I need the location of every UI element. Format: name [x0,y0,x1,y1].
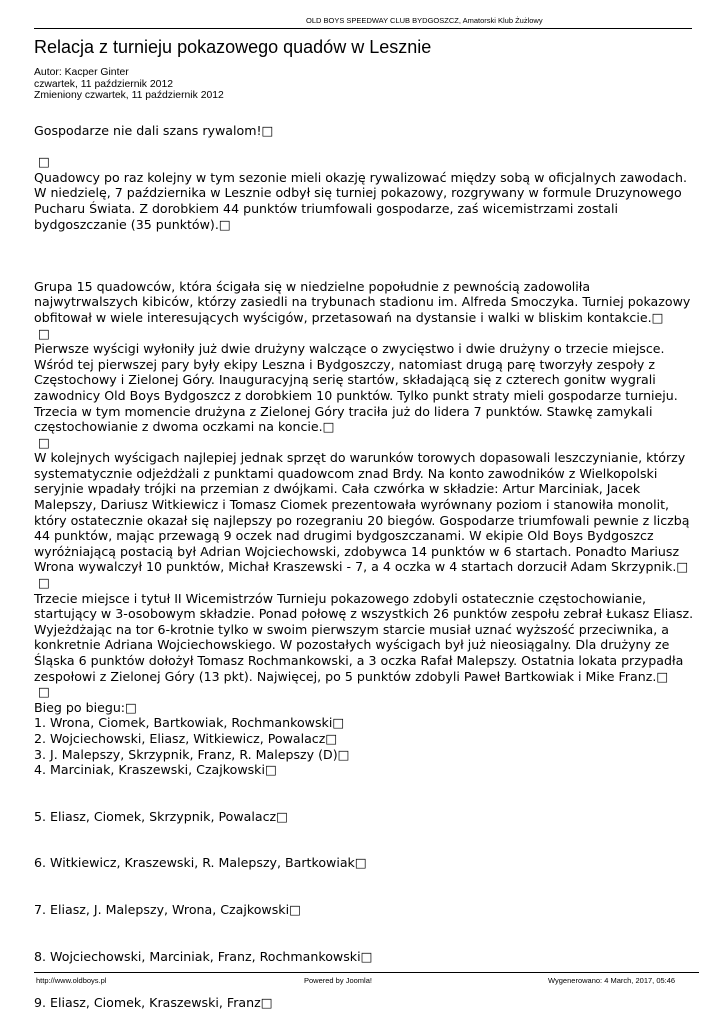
article-body [34,123,694,1011]
heat-item: 3. J. Malepszy, Skrzypnik, Franz, R. Malepszy (D) □ [34,747,694,763]
footer-generated-date: Wygenerowano: 4 March, 2017, 05:46 [548,976,676,985]
article-created-date: czwartek, 11 październik 2012 [34,78,173,90]
heat-item: 5. Eliasz, Ciomek, Skrzypnik, Powalacz □ [34,809,694,825]
footer-divider [34,972,699,973]
page-footer [0,972,725,992]
heat-item: 7. Eliasz, J. Malepszy, Wrona, Czajkowski □ [34,902,694,918]
header-text: OLD BOYS SPEEDWAY CLUB BYDGOSZCZ, Amatorski Klub Żużlowy [306,16,543,25]
footer-powered-by: Powered by Joomla! [304,976,372,985]
article-meta [34,67,224,102]
paragraph-1: Quadowcy po raz kolejny w tym sezonie mieli okazję rywalizować między sobą w oficjalnych zawodach. W niedzielę, 7 października w Lesznie odbył się turniej pokazowy, rozgrywany w formule Druzynowego Pucharu Świata. Z dorobkiem 44 punktów triumfowali gospodarze, zaś wicemistrzami zostali bydgoszczanie (35 punktów). □ [34,170,694,232]
heat-item: 8. Wojciechowski, Marciniak, Franz, Rochmankowski □ [34,949,694,965]
heats-title: Bieg po biegu: □ [34,700,694,716]
paragraph-5: Trzecie miejsce i tytuł II Wicemistrzów Turnieju pokazowego zdobyli ostatecznie częstochowianie, startujący w 3-osobowym składzie. Ponad połowę z wszystkich 26 punktów zespołu zebrał Łukasz Eliasz. Wyjeżdżając na tor 6-krotnie tylko w swoim pierwszym starcie musiał uznać wyższość przeciwnika, a konkretnie Adriana Wojciechowskiego. W pozostałych wyścigach był już nieosiągalny. Dla drużyny ze Śląska 6 punktów dołożył Tomasz Rochmankowski, a 3 oczka Rafał Malepszy. Ostatnia lokata przypadła zespołowi z Zielonej Góry (13 pkt). Najwięcej, po 5 punktów zdobyli Paweł Bartkowiak i Mike Franz. □ [34,591,694,685]
lead-paragraph: Gospodarze nie dali szans rywalom! □ [34,123,694,139]
header-divider [34,28,692,29]
heat-item: 6. Witkiewicz, Kraszewski, R. Malepszy, Bartkowiak □ [34,855,694,871]
paragraph-3: Pierwsze wyścigi wyłoniły już dwie drużyny walczące o zwycięstwo i dwie drużyny o trzecie miejsce. Wśród tej pierwszej pary były ekipy Leszna i Bydgoszczy, natomiast drugą parę tworzyły zespoły z Częstochowy i Zielonej Góry. Inauguracyjną serię startów, składającą się z czterech gonitw wygrali zawodnicy Old Boys Bydgoszcz z dorobkiem 10 punktów. Tylko punkt straty mieli gospodarze turnieju. Trzecia w tym momencie drużyna z Zielonej Góry traciła już do lidera 7 punktów. Stawkę zamykali częstochowianie z dwoma oczkami na koncie. □ [34,341,694,435]
heat-item: 4. Marciniak, Kraszewski, Czajkowski □ [34,762,694,778]
article-author: Autor: Kacper Ginter [34,67,129,78]
paragraph-4: W kolejnych wyścigach najlepiej jednak sprzęt do warunków torowych dopasowali leszczynianie, którzy systematycznie odjeżdżali z punktami quadowcom znad Brdy. Na konto zawodników z Wielkopolski seryjnie wpadały trójki na przemian z dwójkami. Cała czwórka w składzie: Artur Marciniak, Jacek Malepszy, Dariusz Witkiewicz i Tomasz Ciomek prezentowała wyrównany poziom i stanowiła monolit, który ostatecznie okazał się najlepszy po rozegraniu 20 biegów. Gospodarze triumfowali pewnie z liczbą 44 punktów, mając przewagą 9 oczek nad drugimi bydgoszczanami. W ekipie Old Boys Bydgoszcz wyróżniającą postacią był Adrian Wojciechowski, zdobywca 14 punktów w 6 startach. Ponadto Mariusz Wrona wywalczył 10 punktów, Michał Kraszewski - 7, a 4 oczka w 4 startach dorzucił Adam Skrzypnik. □ [34,450,694,575]
footer-url-link[interactable]: http://www.oldboys.pl [36,976,107,985]
page-header [0,14,725,28]
heat-item: 2. Wojciechowski, Eliasz, Witkiewicz, Powalacz □ [34,731,694,747]
heat-item: 9. Eliasz, Ciomek, Kraszewski, Franz □ [34,995,694,1011]
article-title: Relacja z turnieju pokazowego quadów w Lesznie [34,37,432,57]
paragraph-2: Grupa 15 quadowców, która ścigała się w niedzielne popołudnie z pewnością zadowoliła najwytrwalszych kibiców, którzy zasiedli na trybunach stadionu im. Alfreda Smoczyka. Turniej pokazowy obfitował w wiele interesujących wyścigów, przetasowań na dystansie i walki w bliskim kontakcie. □ [34,279,694,326]
article-modified-date: Zmieniony czwartek, 11 październik 2012 [34,90,224,101]
heat-item: 1. Wrona, Ciomek, Bartkowiak, Rochmankowski □ [34,715,694,731]
